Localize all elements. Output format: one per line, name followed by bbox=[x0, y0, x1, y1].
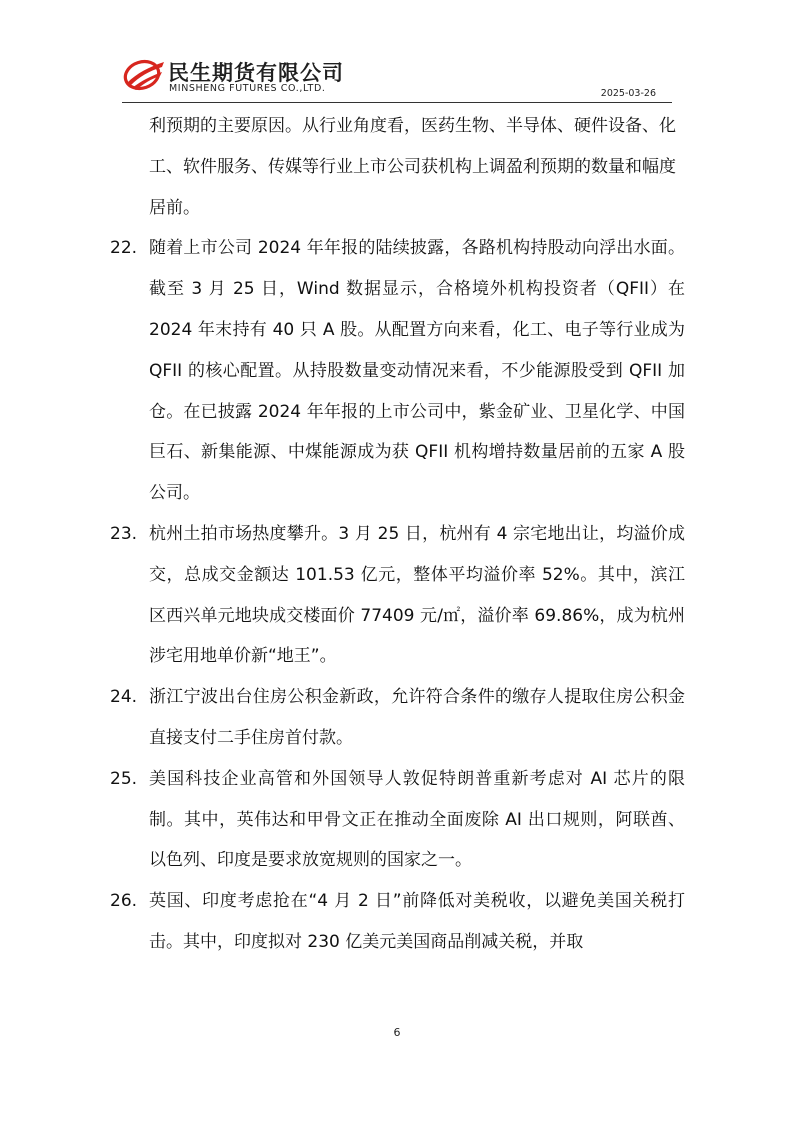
news-item-25 bbox=[110, 759, 685, 881]
item-text: 浙江宁波出台住房公积金新政，允许符合条件的缴存人提取住房公积金直接支付二手住房首付款。 bbox=[149, 687, 685, 748]
page-number: 6 bbox=[393, 1026, 401, 1039]
item-number: 23. bbox=[110, 523, 138, 544]
minsheng-logo-icon bbox=[122, 54, 166, 94]
company-name-cn: 民生期货有限公司 bbox=[168, 61, 344, 85]
header-divider bbox=[122, 102, 672, 103]
continued-paragraph: 利预期的主要原因。从行业角度看，医药生物、半导体、硬件设备、化工、软件服务、传媒等行业上市公司获机构上调盈利预期的数量和幅度居前。 bbox=[149, 116, 676, 218]
item-text: 英国、印度考虑抢在“4 月 2 日”前降低对美税收，以避免美国关税打击。其中，印度拟对 230 亿美元美国商品削减关税，并取 bbox=[149, 891, 685, 952]
page-header bbox=[122, 54, 672, 102]
item-number: 24. bbox=[110, 687, 138, 708]
item-number: 22. bbox=[110, 238, 138, 259]
news-item-22 bbox=[110, 228, 685, 514]
company-name-en: MINSHENG FUTURES CO.,LTD. bbox=[169, 83, 326, 94]
item-text: 杭州土拍市场热度攀升。3 月 25 日，杭州有 4 宗宅地出让，均溢价成交，总成交金额达 101.53 亿元，整体平均溢价率 52%。其中，滨江区西兴单元地块成交楼面价 77409 元/㎡，溢价率 69.86%，成为杭州涉宅用地单价新“地王”。 bbox=[149, 523, 685, 667]
item-number: 26. bbox=[110, 891, 138, 912]
news-item-26 bbox=[110, 881, 685, 963]
item-text: 美国科技企业高管和外国领导人敦促特朗普重新考虑对 AI 芯片的限制。其中，英伟达和甲骨文正在推动全面废除 AI 出口规则，阿联酋、以色列、印度是要求放宽规则的国家之一。 bbox=[149, 768, 685, 871]
news-item-24 bbox=[110, 677, 685, 759]
report-date: 2025-03-26 bbox=[600, 88, 656, 99]
document-body bbox=[110, 106, 685, 963]
item-number: 25. bbox=[110, 768, 138, 789]
news-item-23 bbox=[110, 514, 685, 677]
item-text: 随着上市公司 2024 年年报的陆续披露，各路机构持股动向浮出水面。截至 3 月 25 日，Wind 数据显示，合格境外机构投资者（QFII）在 2024 年末持有 40 只 A 股。从配置方向来看，化工、电子等行业成为 QFII 的核心配置。从持股数量变动情况来看，不少能源股受到 QFII 加仓。在已披露 2024 年年报的上市公司中，紫金矿业、卫星化学、中国巨石、新集能源、中煤能源成为获 QFII 机构增持数量居前的五家 A 股公司。 bbox=[149, 238, 685, 504]
